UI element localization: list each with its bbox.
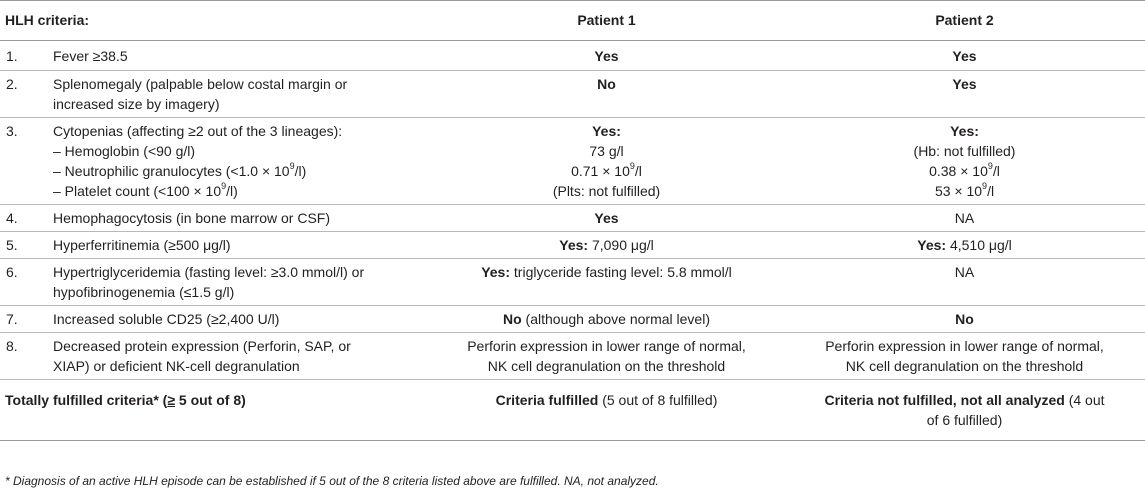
value-line: Yes:: [950, 123, 979, 139]
value-rest: (4 out: [1064, 392, 1105, 408]
criterion-fever: Fever ≥38.5: [53, 48, 128, 64]
patient2-value: NA: [784, 205, 1145, 232]
row-number: 8.: [0, 333, 53, 380]
patient1-value: [429, 333, 784, 380]
criterion-line: Decreased protein expression (Perforin, SAP, or: [53, 338, 351, 354]
value-line: [790, 161, 1139, 181]
patient2-total: [784, 380, 1145, 441]
criterion-text: Hemophagocytosis (in bone marrow or CSF): [53, 205, 429, 232]
table-row: [0, 333, 1145, 380]
value-bold: Criteria fulfilled: [495, 392, 599, 408]
table-row: [0, 41, 1145, 71]
value-bold: Yes:: [559, 237, 589, 253]
row-number: 4.: [0, 205, 53, 232]
header-patient-1: Patient 1: [429, 1, 784, 41]
superscript: 9: [629, 161, 635, 172]
value-rest: 7,090 μg/l: [588, 237, 654, 253]
superscript: 9: [289, 161, 295, 172]
text-part: /l: [634, 163, 642, 179]
value-line: [435, 161, 778, 181]
text-part: ≥: [167, 392, 176, 408]
row-number: 1.: [0, 41, 53, 71]
criterion-text: [53, 259, 429, 306]
criterion-line: XIAP) or deficient NK-cell degranulation: [53, 358, 300, 374]
value-line: Perforin expression in lower range of normal,: [825, 338, 1104, 354]
text-part: /l: [992, 163, 1000, 179]
value-bold: Yes:: [917, 237, 947, 253]
value-bold: Criteria not fulfilled, not all analyzed: [824, 392, 1065, 408]
table-row: [0, 259, 1145, 306]
criterion-text: Hyperferritinemia (≥500 μg/l): [53, 232, 429, 259]
criterion-line: increased size by imagery): [53, 96, 220, 112]
patient2-value: [784, 333, 1145, 380]
superscript: 9: [987, 161, 993, 172]
text-part: Totally fulfilled criteria* (: [5, 392, 168, 408]
table-row: [0, 205, 1145, 232]
patient1-value: Yes: [429, 41, 784, 71]
patient2-value: [784, 118, 1145, 205]
value-rest: triglyceride fasting level: 5.8 mmol/l: [510, 264, 732, 280]
text-part: 53 × 10: [934, 183, 983, 199]
total-row: [0, 380, 1145, 441]
text-part: 0.38 × 10: [929, 163, 988, 179]
table-row: [0, 118, 1145, 205]
patient2-value: Yes: [784, 71, 1145, 118]
value-line: [790, 390, 1139, 410]
patient2-value: [784, 232, 1145, 259]
table-row: [0, 232, 1145, 259]
row-number: 2.: [0, 71, 53, 118]
text-part: /l: [987, 183, 995, 199]
criterion-text: [53, 71, 429, 118]
patient1-value: No: [429, 71, 784, 118]
header-criteria: HLH criteria:: [0, 1, 429, 41]
text-part: /l): [226, 183, 238, 199]
criterion-line: – Hemoglobin (<90 g/l): [53, 143, 196, 159]
value-line: NK cell degranulation on the threshold: [845, 358, 1084, 374]
patient1-value: [429, 306, 784, 333]
patient2-value: Yes: [784, 41, 1145, 71]
table-footnote: * Diagnosis of an active HLH episode can be established if 5 out of the 8 criteria listed above are fulfilled. NA, not analyzed.: [5, 474, 659, 488]
row-number: 7.: [0, 306, 53, 333]
row-number: 5.: [0, 232, 53, 259]
value-line: 73 g/l: [589, 143, 624, 159]
row-number: 6.: [0, 259, 53, 306]
criterion-line: Cytopenias (affecting ≥2 out of the 3 lineages):: [53, 123, 343, 139]
superscript: 9: [221, 181, 227, 192]
value-rest: (although above normal level): [521, 311, 710, 327]
patient2-value: NA: [784, 259, 1145, 306]
criterion-line: hypofibrinogenemia (≤1.5 g/l): [53, 284, 235, 300]
text-part: 0.71 × 10: [571, 163, 630, 179]
patient1-value: [429, 259, 784, 306]
table-row: [0, 306, 1145, 333]
table-header-row: [0, 1, 1145, 41]
patient1-total: [429, 380, 784, 441]
criterion-line: [53, 161, 423, 181]
criterion-line: Splenomegaly (palpable below costal margin or: [53, 76, 348, 92]
text-part: /l): [294, 163, 307, 179]
criterion-text: [53, 118, 429, 205]
value-line: NK cell degranulation on the threshold: [487, 358, 726, 374]
criterion-text: [53, 333, 429, 380]
value-line: (Plts: not fulfilled): [552, 183, 661, 199]
superscript: 9: [982, 181, 988, 192]
value-line: (Hb: not fulfilled): [913, 143, 1016, 159]
total-label: [0, 380, 429, 441]
criterion-text: Increased soluble CD25 (≥2,400 U/l): [53, 306, 429, 333]
value-bold: Yes:: [481, 264, 511, 280]
patient1-value: [429, 118, 784, 205]
text-part: 5 out of 8): [175, 392, 246, 408]
header-patient-2: Patient 2: [784, 1, 1145, 41]
value-line: [790, 181, 1139, 201]
value-line: of 6 fulfilled): [926, 412, 1003, 428]
value-line: Perforin expression in lower range of normal,: [467, 338, 746, 354]
value-line: Yes:: [592, 123, 621, 139]
text-part: – Neutrophilic granulocytes (<1.0 × 10: [53, 163, 290, 179]
patient2-value: No: [784, 306, 1145, 333]
patient1-value: [429, 232, 784, 259]
value-rest: 4,510 μg/l: [946, 237, 1012, 253]
text-part: – Platelet count (<100 × 10: [53, 183, 222, 199]
row-number: 3.: [0, 118, 53, 205]
patient1-value: Yes: [429, 205, 784, 232]
criterion-line: Hypertriglyceridemia (fasting level: ≥3.0 mmol/l) or: [53, 264, 365, 280]
table-row: [0, 71, 1145, 118]
value-bold: No: [502, 311, 522, 327]
value-rest: (5 out of 8 fulfilled): [598, 392, 718, 408]
criterion-line: [53, 181, 423, 201]
criterion-text: [53, 41, 429, 71]
